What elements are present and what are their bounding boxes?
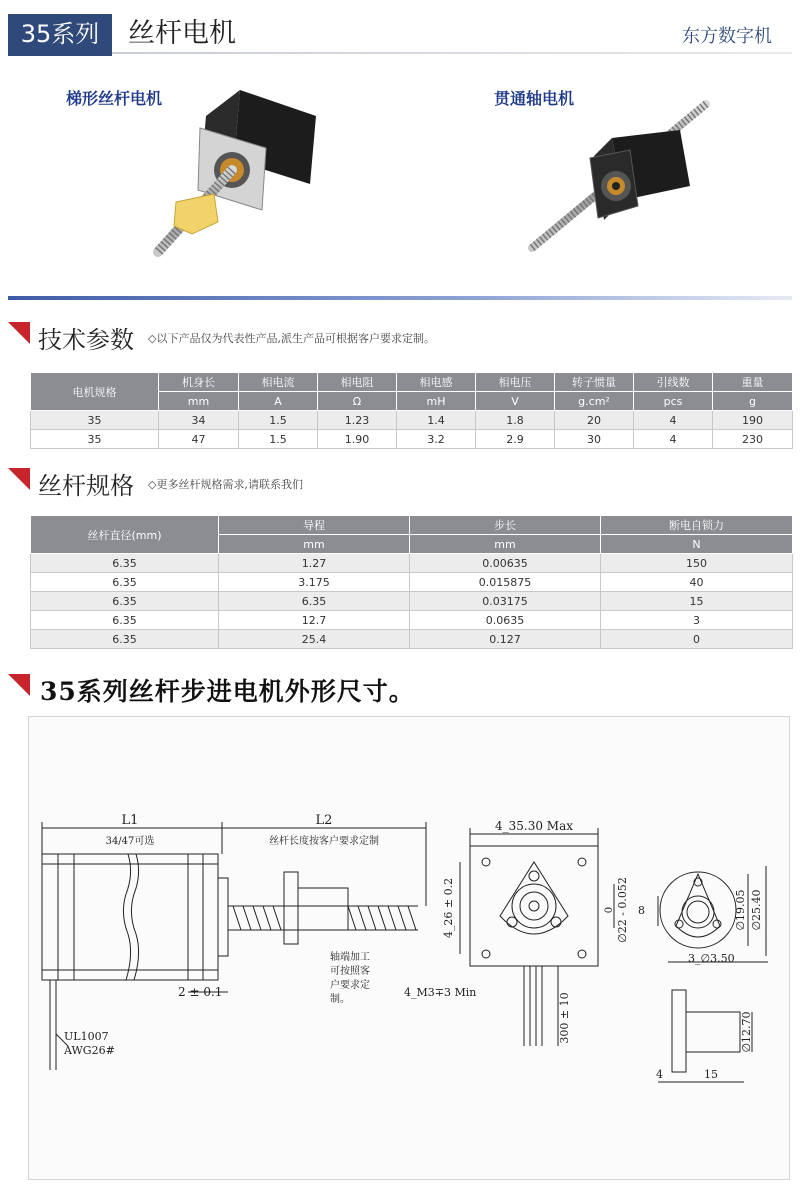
dim-l1-note: 34/47可选 — [105, 836, 155, 847]
table-cell: 4 — [634, 411, 713, 430]
table-cell: 1.4 — [397, 411, 476, 430]
section-marker-icon — [8, 674, 30, 696]
dim-hole-spacing: 4_26 ± 0.2 — [442, 877, 455, 939]
brand-name: 东方数字机 — [682, 26, 772, 47]
dim-nut-holes: 3_∅3.50 — [688, 952, 735, 965]
nut-side-view — [672, 990, 686, 1072]
table-unit-cell: mm — [159, 392, 239, 411]
table-unit-cell: mm — [410, 535, 601, 554]
table-cell: 1.8 — [476, 411, 555, 430]
table-unit-cell: V — [476, 392, 555, 411]
table-row — [31, 630, 793, 649]
section-marker-icon — [8, 322, 30, 344]
table-cell: 0.03175 — [410, 592, 601, 611]
dim-l2-label: L2 — [315, 813, 333, 828]
table-row — [31, 592, 793, 611]
section-marker-icon — [8, 468, 30, 490]
table-header-cell: 重量 — [713, 373, 793, 392]
table-header-cell: 相电感 — [397, 373, 476, 392]
table-cell: 2.9 — [476, 430, 555, 449]
table-cell: 12.7 — [219, 611, 410, 630]
table-unit-cell: Ω — [318, 392, 397, 411]
dim-flange-gap: 2 ± 0.1 — [178, 985, 223, 999]
table-cell: 1.5 — [239, 430, 318, 449]
screw-section-note: ◇更多丝杆规格需求,请联系我们 — [148, 478, 303, 491]
table-cell: 6.35 — [31, 592, 219, 611]
through-shaft-motor-image — [520, 96, 720, 266]
table-cell: 1.23 — [318, 411, 397, 430]
table-row — [31, 430, 793, 449]
shaft-note-line-3: 户要求定 — [330, 980, 370, 991]
table-cell: 35 — [31, 411, 159, 430]
table-unit-cell: mm — [219, 535, 410, 554]
shaft-note-line-1: 轴端加工 — [330, 952, 370, 963]
shaft-note-line-2: 可按照客 — [330, 966, 370, 977]
table-cell: 34 — [159, 411, 239, 430]
dim-lead-length: 300 ± 10 — [558, 992, 571, 1044]
table-cell: 1.5 — [239, 411, 318, 430]
nut-flange-outline — [284, 872, 298, 944]
dim-nut-body: ∅12.70 — [740, 1011, 753, 1053]
table-unit-cell: mH — [397, 392, 476, 411]
table-cell: 0.127 — [410, 630, 601, 649]
table-cell: 25.4 — [219, 630, 410, 649]
table-cell: 0.015875 — [410, 573, 601, 592]
table-cell: 35 — [31, 430, 159, 449]
table-cell: 47 — [159, 430, 239, 449]
table-cell: 1.90 — [318, 430, 397, 449]
table-header-cell: 导程 — [219, 516, 410, 535]
dim-l2-note: 丝杆长度按客户要求定制 — [269, 836, 379, 847]
table-cell: 40 — [601, 573, 793, 592]
table-header-cell: 断电自锁力 — [601, 516, 793, 535]
table-cell: 190 — [713, 411, 793, 430]
table-cell: 4 — [634, 430, 713, 449]
wire-spec-2: AWG26# — [64, 1044, 115, 1057]
table-row — [31, 554, 793, 573]
table-cell: 0.00635 — [410, 554, 601, 573]
dimension-drawing — [28, 716, 788, 1178]
table-header-cell: 机身长 — [159, 373, 239, 392]
table-header-cell: 转子惯量 — [555, 373, 634, 392]
dim-l1-label: L1 — [121, 813, 139, 828]
section-separator — [8, 296, 792, 300]
dimension-section-title: 35系列丝杆步进电机外形尺寸。 — [40, 677, 415, 706]
table-cell: 3.2 — [397, 430, 476, 449]
product-label-trapezoidal: 梯形丝杆电机 — [66, 89, 163, 108]
table-unit-cell: g — [713, 392, 793, 411]
table-cell: 3 — [601, 611, 793, 630]
product-label-through-shaft: 贯通轴电机 — [494, 89, 575, 108]
table-unit-cell: pcs — [634, 392, 713, 411]
dim-nut-length: 15 — [704, 1068, 718, 1081]
dim-boss-tol-top: 0 — [604, 906, 615, 914]
table-cell: 6.35 — [31, 554, 219, 573]
dim-square-size: 4_35.30 Max — [494, 819, 574, 833]
table-cell: 6.35 — [31, 611, 219, 630]
table-header-row — [31, 516, 793, 535]
dim-nut-d1: ∅19.05 — [734, 889, 747, 931]
tech-section-note: ◇以下产品仅为代表性产品,派生产品可根据客户要求定制。 — [148, 332, 435, 345]
table-cell: 30 — [555, 430, 634, 449]
table-cell: 3.175 — [219, 573, 410, 592]
table-row — [31, 611, 793, 630]
series-badge: 35系列 — [8, 14, 112, 54]
header-rule — [112, 52, 792, 54]
table-header-cell: 相电阻 — [318, 373, 397, 392]
dim-nut-d2: ∅25.40 — [750, 889, 763, 931]
table-header-cell: 电机规格 — [31, 373, 159, 411]
table-row — [31, 411, 793, 430]
dim-thread: 4_M3∓3 Min — [404, 986, 477, 999]
page-title: 丝杆电机 — [128, 18, 236, 49]
dim-nut-flange: 4 — [656, 1068, 663, 1081]
table-cell: 15 — [601, 592, 793, 611]
table-cell: 20 — [555, 411, 634, 430]
table-header-cell: 相电流 — [239, 373, 318, 392]
table-cell: 150 — [601, 554, 793, 573]
table-header-cell: 步长 — [410, 516, 601, 535]
wire-spec-1: UL1007 — [64, 1030, 109, 1043]
trapezoidal-screw-motor-image — [140, 76, 340, 276]
screw-section-title: 丝杆规格 — [38, 472, 134, 500]
table-cell: 0.0635 — [410, 611, 601, 630]
shaft-note-line-4: 制。 — [330, 994, 350, 1005]
table-row — [31, 573, 793, 592]
tech-section-title: 技术参数 — [38, 326, 134, 354]
table-cell: 0 — [601, 630, 793, 649]
table-header-cell: 相电压 — [476, 373, 555, 392]
screw-spec-table — [30, 515, 793, 649]
table-cell: 6.35 — [31, 573, 219, 592]
table-cell: 6.35 — [219, 592, 410, 611]
tech-spec-table — [30, 372, 793, 449]
table-header-row — [31, 373, 793, 392]
table-unit-cell: A — [239, 392, 318, 411]
dim-nut-h: 8 — [638, 904, 645, 917]
table-header-cell: 引线数 — [634, 373, 713, 392]
dim-boss-dia: ∅22 - 0.052 — [616, 877, 629, 943]
table-header-cell: 丝杆直径(mm) — [31, 516, 219, 554]
header-rule-accent — [8, 54, 112, 56]
table-cell: 230 — [713, 430, 793, 449]
table-unit-cell: g.cm² — [555, 392, 634, 411]
table-cell: 1.27 — [219, 554, 410, 573]
table-cell: 6.35 — [31, 630, 219, 649]
table-unit-cell: N — [601, 535, 793, 554]
